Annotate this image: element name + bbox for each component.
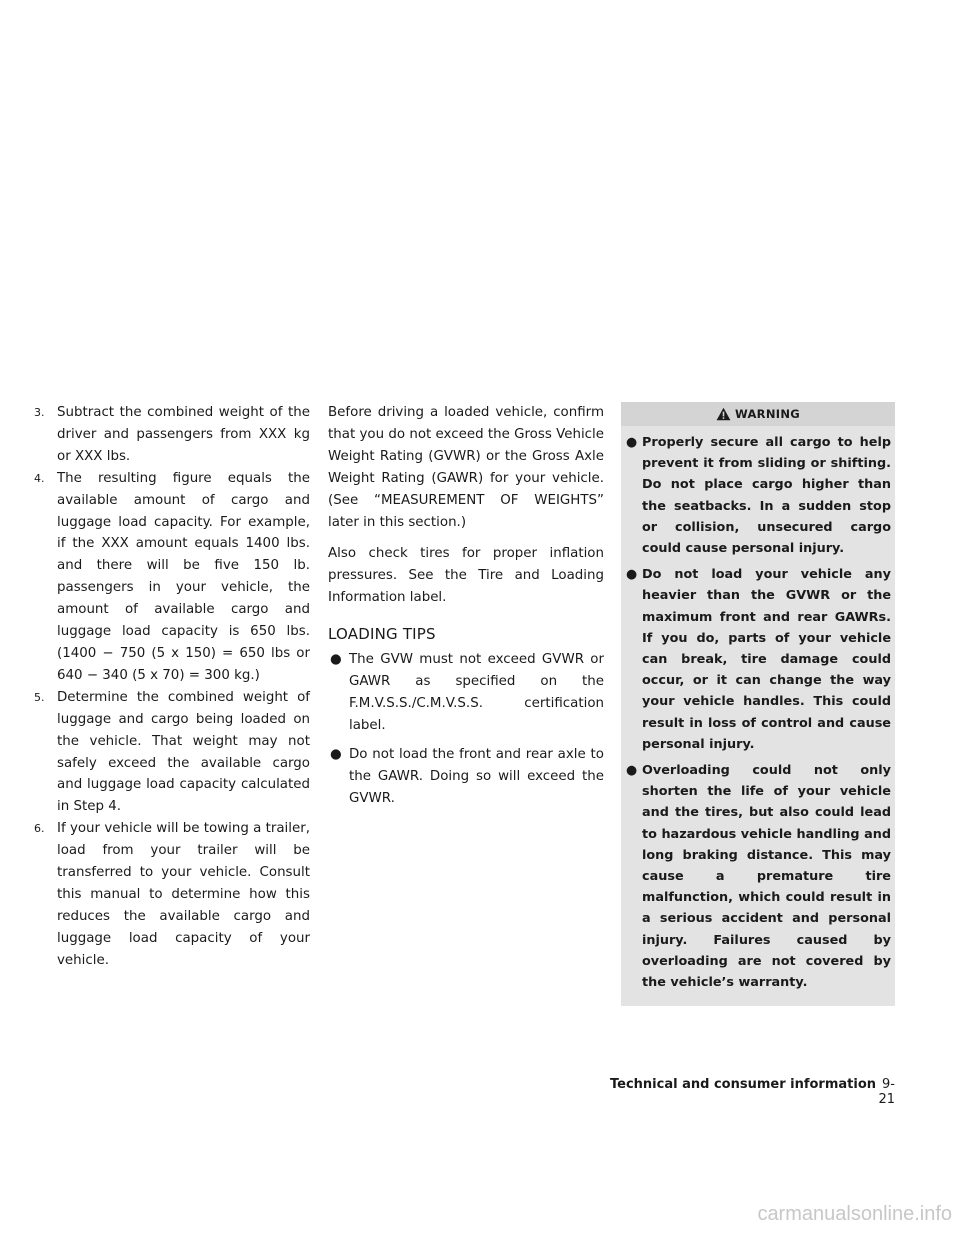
warning-text: Overloading could not only shorten the life of your vehicle and the tires, but also could lead to hazardous vehicle handling and long braking distance. This may cause a premature tire malfunction, which could result in a serious accident and personal injury. Failures caused by overloading are not covered by the vehicle’s warranty.: [642, 763, 891, 991]
bullet-icon: ●: [626, 435, 638, 450]
bullet-icon: ●: [626, 567, 638, 583]
warning-text: Properly secure all cargo to help prevent it from sliding or shifting. Do not place cargo higher than the seatbacks. In a sudden stop or collision, unsecured cargo could cause personal injury.: [642, 435, 891, 557]
step-text: The resulting figure equals the available amount of cargo and luggage load capacity. For example, if the XXX amount equals 1400 lbs. and there will be five 150 lb. passengers in your vehicle, the amount of available cargo and luggage load capacity is 650 lbs. (1400 − 750 (5 x 150) = 650 lbs or 640 − 340 (5 x 70) = 300 kg.): [57, 470, 310, 683]
loading-tip-item: [328, 744, 604, 810]
warning-item: [621, 564, 893, 755]
step-item: [34, 468, 310, 687]
middle-column: [328, 402, 604, 817]
loading-tip-text: Do not load the front and rear axle to the GAWR. Doing so will exceed the GVWR.: [349, 746, 604, 806]
warning-item: [621, 432, 893, 559]
steps-list: [34, 402, 310, 972]
step-text: Determine the combined weight of luggage and cargo being loaded on the vehicle. That weight may not safely exceed the available cargo and luggage load capacity calculated in Step 4.: [57, 689, 310, 815]
warning-item: [621, 760, 893, 993]
step-number: 3.: [34, 406, 45, 419]
step-number: 6.: [34, 822, 45, 836]
bullet-icon: ●: [330, 746, 342, 762]
warning-body: [621, 426, 895, 1006]
loaded-vehicle-paragraph: Before driving a loaded vehicle, confirm that you do not exceed the Gross Vehicle Weight Rating (GVWR) or the Gross Axle Weight Rating (GAWR) for your vehicle. (See “MEASUREMENT OF WEIGHTS” later in this section.): [328, 405, 604, 530]
warning-header: [621, 402, 895, 426]
page-footer: [605, 1077, 895, 1107]
footer-section-title: Technical and consumer information: [610, 1077, 877, 1092]
step-number: 4.: [34, 471, 45, 485]
loading-tips-heading: LOADING TIPS: [328, 625, 436, 644]
loading-tip-text: The GVW must not exceed GVWR or GAWR as specified on the F.M.V.S.S./C.M.V.S.S. certification label.: [349, 652, 604, 733]
step-number: 5.: [34, 690, 45, 704]
warning-box: [621, 402, 895, 1006]
loading-tip-item: [328, 649, 604, 737]
inflation-paragraph: Also check tires for proper inflation pressures. See the Tire and Loading Information label.: [328, 546, 604, 606]
step-item: [34, 687, 310, 818]
page-number: 9-21: [878, 1077, 895, 1107]
left-column: [34, 402, 310, 972]
right-column: [621, 402, 895, 1006]
warning-triangle-icon: [716, 407, 731, 421]
warning-title: WARNING: [735, 407, 800, 421]
bullet-icon: ●: [330, 652, 342, 668]
step-text: Subtract the combined weight of the driver and passengers from XXX kg or XXX lbs.: [57, 405, 310, 464]
watermark: carmanualsonline.info: [757, 1203, 952, 1225]
step-item: [34, 402, 310, 468]
step-item: [34, 818, 310, 971]
step-text: If your vehicle will be towing a trailer, load from your trailer will be transferred to your vehicle. Consult this manual to determine how this reduces the available cargo and luggage load capacity of your vehicle.: [57, 821, 310, 968]
warning-text: Do not load your vehicle any heavier than the GVWR or the maximum front and rear GAWRs. If you do, parts of your vehicle can break, tire damage could occur, or it can change the way your vehicle handles. This could result in loss of control and cause personal injury.: [642, 567, 891, 752]
bullet-icon: ●: [626, 763, 638, 779]
